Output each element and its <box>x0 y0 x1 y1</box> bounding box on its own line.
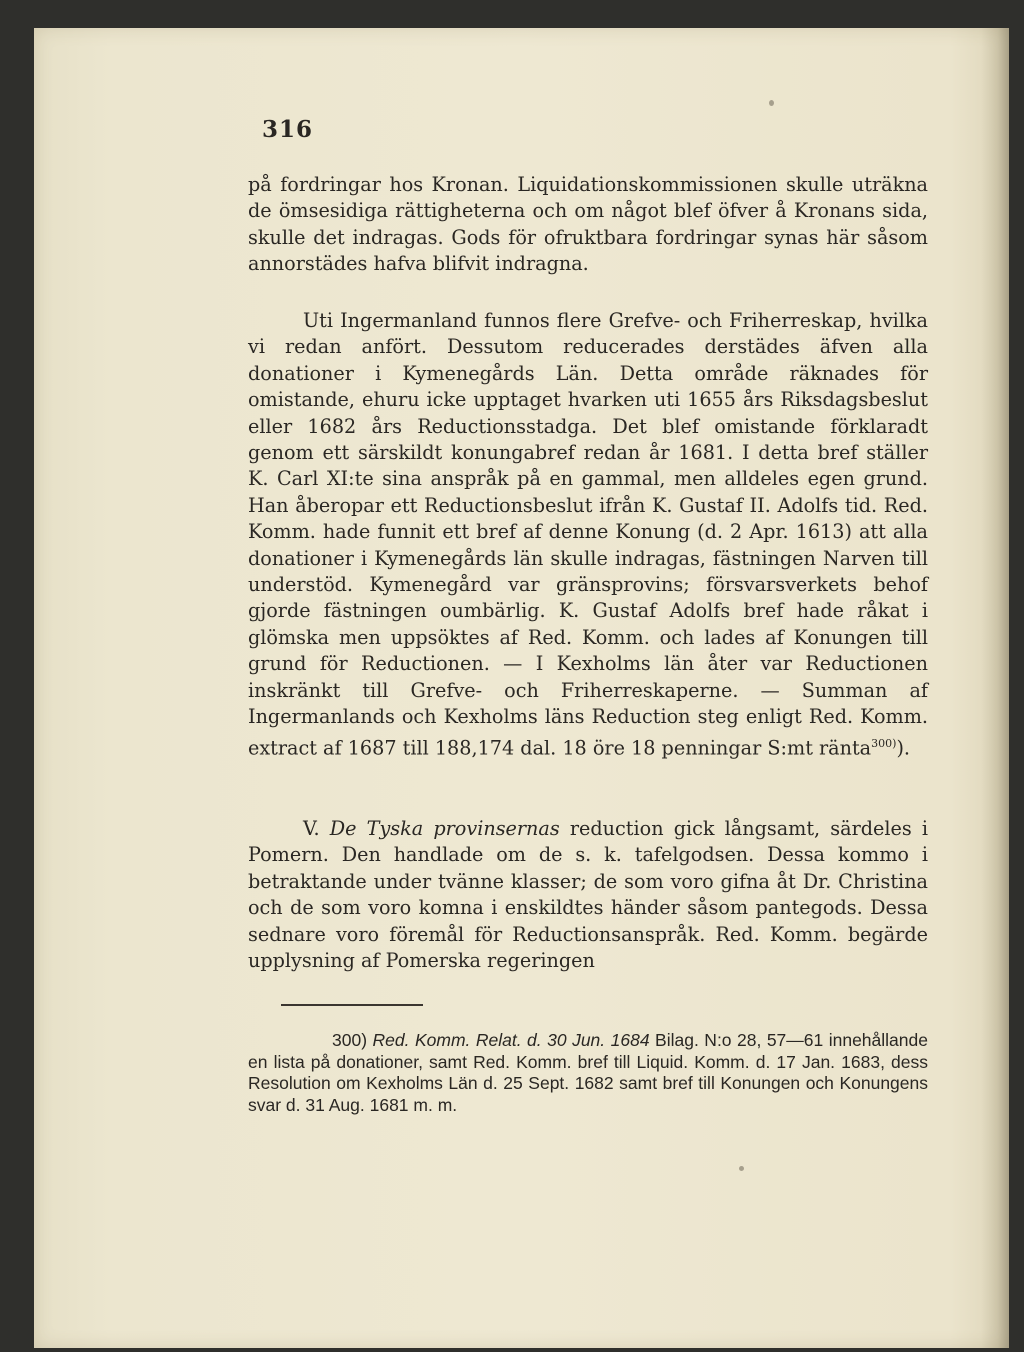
paragraph-2-text <box>248 308 928 761</box>
paragraph-1-text: på fordringar hos Kronan. Liquidationskommissionen skulle uträkna de ömsesidiga rättigheterna och om något blef öfver å Kronans sida, skulle det indragas. Gods för ofruktbara fordringar synas här såsom annorstädes hafva blifvit indragna. <box>248 173 928 276</box>
paragraph-2-end: ). <box>896 735 911 759</box>
paragraph-3-body: reduction gick långsamt, särdeles i Pomern. Den handlade om de s. k. tafelgodsen. Dessa kommo i betraktande under tvänne klasser; de som voro gifna åt Dr. Christina och de som voro komna i enskildtes händer såsom pantegods. Dessa sednare voro föremål för Reductionsanspråk. Red. Komm. begärde upplysning af Pomerska regeringen <box>248 817 928 973</box>
page-gutter-shadow <box>981 28 1009 1348</box>
paragraph-3-text <box>248 816 928 974</box>
section-heading-italic: De Tyska provinsernas <box>329 817 560 840</box>
ink-speck <box>739 1166 744 1171</box>
paragraph-2-body: Uti Ingermanland funnos flere Grefve- och Friherreskap, hvilka vi redan anfört. Dessutom reducerades derstädes äfven alla donationer i Kymenegårds Län. Detta område räknades för omistande, ehuru icke upptaget hvarken uti 1655 års Riksdagsbeslut eller 1682 års Reductionsstadga. Det blef omistande förklaradt genom ett särskildt konungabref redan år 1681. I detta bref ställer K. Carl XI:te sina anspråk på en gammal, men alldeles egen grund. Han åberopar ett Reductionsbeslut ifrån K. Gustaf II. Adolfs tid. Red. Komm. hade funnit ett bref af denne Konung (d. 2 Apr. 1613) att alla donationer i Kymenegårds län skulle indragas, fästningen Narven till understöd. Kymenegård var gränsprovins; försvarsverkets behof gjorde fästningen oumbärlig. K. Gustaf Adolfs bref hade råkat i glömska men uppsöktes af Red. Komm. och lades af Konungen till grund för Reductionen. — I Kexholms län åter var Reductionen inskränkt till Grefve- och Friherreskaperne. — Summan af Ingermanlands och Kexholms läns Reduction steg enligt Red. Komm. extract af 1687 till 188,174 dal. 18 öre 18 penningar S:mt ränta <box>248 309 928 759</box>
footnote-body: Bilag. N:o 28, 57—61 innehållande en lista på donationer, samt Red. Komm. bref till Liquid. Komm. d. 17 Jan. 1683, dess Resolution om Kexholms Län d. 25 Sept. 1682 samt bref till Konungen och Konungens svar d. 31 Aug. 1681 m. m. <box>248 1030 928 1115</box>
paragraph-3 <box>248 816 928 974</box>
ink-speck <box>769 100 774 106</box>
paragraph-2 <box>248 308 928 761</box>
footnote-reference: 300) <box>871 736 897 750</box>
footnote-citation: Red. Komm. Relat. d. 30 Jun. 1684 <box>372 1030 650 1050</box>
section-numeral: V. <box>303 817 320 840</box>
footnote-separator <box>281 1004 423 1006</box>
footnote-text <box>248 1030 928 1116</box>
page-number: 316 <box>262 116 314 143</box>
footnote <box>248 1030 928 1116</box>
paragraph-1 <box>248 172 928 278</box>
footnote-number: 300) <box>332 1030 368 1050</box>
